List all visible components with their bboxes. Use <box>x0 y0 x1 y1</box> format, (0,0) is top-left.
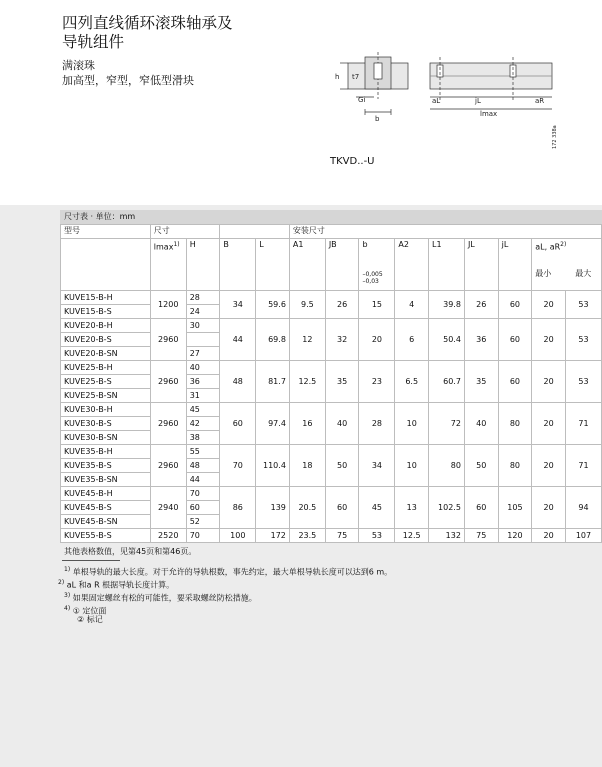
table-cell: 23.5 <box>289 529 325 543</box>
table-cell: KUVE35-B-S <box>61 459 151 473</box>
table-cell: 2520 <box>150 529 186 543</box>
table-row <box>61 529 602 543</box>
table-cell: 45 <box>186 403 220 417</box>
table-cell: 24 <box>186 305 220 319</box>
table-row <box>61 291 602 305</box>
col-b: b –0,005 –0,03 <box>359 239 395 291</box>
table-cell: KUVE30-B-S <box>61 417 151 431</box>
table-cell: 13 <box>395 487 429 529</box>
table-cell: 32 <box>325 319 359 361</box>
table-cell: 12 <box>289 319 325 361</box>
table-cell: KUVE55-B-S <box>61 529 151 543</box>
table-cell: 70 <box>186 487 220 501</box>
table-cell: 35 <box>464 361 498 403</box>
table-cell: 23 <box>359 361 395 403</box>
table-cell: 75 <box>464 529 498 543</box>
table-cell: 38 <box>186 431 220 445</box>
table-cell: 60 <box>464 487 498 529</box>
table-cell: 40 <box>464 403 498 445</box>
table-cell: 139 <box>256 487 290 529</box>
table-cell: 31 <box>186 389 220 403</box>
table-cell: 20 <box>532 445 566 487</box>
table-cell: KUVE25-B-H <box>61 361 151 375</box>
table-cell: 36 <box>186 375 220 389</box>
table-row <box>61 403 602 417</box>
table-cell: 20 <box>532 403 566 445</box>
col-lmax: lmax$^{1)}$ <box>150 239 186 291</box>
table-row <box>61 445 602 459</box>
table-cell: 80 <box>429 445 465 487</box>
table-cell: KUVE15-B-H <box>61 291 151 305</box>
footnote-rule <box>62 560 120 561</box>
table-caption: 尺寸表 · 单位：mm <box>60 210 602 224</box>
table-cell: 60 <box>498 361 532 403</box>
table-cell: 48 <box>186 459 220 473</box>
table-cell: 80 <box>498 403 532 445</box>
table-cell: 94 <box>565 487 601 529</box>
table-cell: 70 <box>220 445 256 487</box>
table-cell: 100 <box>220 529 256 543</box>
table-cell: 50 <box>325 445 359 487</box>
table-cell: 20 <box>532 361 566 403</box>
table-row <box>61 487 602 501</box>
table-cell: 4 <box>395 291 429 319</box>
table-cell: 107 <box>565 529 601 543</box>
subtitle-line-2: 加高型，窄型，窄低型滑块 <box>62 74 194 87</box>
table-column-header <box>61 239 602 291</box>
table-cell: KUVE20-B-SN <box>61 347 151 361</box>
table-cell: 20 <box>532 291 566 319</box>
table-cell: 28 <box>359 403 395 445</box>
table-cell: 2960 <box>150 361 186 403</box>
col-JL: JL <box>464 239 498 291</box>
table-cell: 44 <box>186 473 220 487</box>
col-A1: A1 <box>289 239 325 291</box>
table-cell: 53 <box>359 529 395 543</box>
table-cell: 12.5 <box>395 529 429 543</box>
footnote-2: $^{2)}$ aL 和a R 根据导轨长度计算。 <box>58 579 175 590</box>
table-cell: 71 <box>565 403 601 445</box>
table-cell: 60 <box>498 319 532 361</box>
table-cell: 55 <box>186 445 220 459</box>
model-code: TKVD..-U <box>330 156 375 167</box>
table-cell: 52 <box>186 515 220 529</box>
col-A2: A2 <box>395 239 429 291</box>
table-cell: KUVE25-B-SN <box>61 389 151 403</box>
table-cell: 81.7 <box>256 361 290 403</box>
table-cell: 69.8 <box>256 319 290 361</box>
table-cell: 28 <box>186 291 220 305</box>
table-cell: KUVE30-B-SN <box>61 431 151 445</box>
table-cell: 59.6 <box>256 291 290 319</box>
table-cell: 132 <box>429 529 465 543</box>
table-cell: 16 <box>289 403 325 445</box>
table-cell: 1200 <box>150 291 186 319</box>
table-cell: 20 <box>532 487 566 529</box>
table-cell: 53 <box>565 291 601 319</box>
col-jL: jL <box>498 239 532 291</box>
table-cell: 40 <box>186 361 220 375</box>
table-cell: 12.5 <box>289 361 325 403</box>
table-cell: KUVE45-B-S <box>61 501 151 515</box>
table-cell: 105 <box>498 487 532 529</box>
table-cell: 27 <box>186 347 220 361</box>
table-cell: 20 <box>359 319 395 361</box>
table-cell: 39.8 <box>429 291 465 319</box>
other-sizes-note: 其他表格数值，见第45页和第46页。 <box>64 547 197 556</box>
group-install: 安装尺寸 <box>289 225 601 239</box>
subtitle <box>62 58 194 88</box>
table-cell: 2960 <box>150 319 186 361</box>
label-ar: aR <box>535 97 545 105</box>
table-cell: 70 <box>186 529 220 543</box>
table-cell: 60 <box>498 291 532 319</box>
table-cell: 30 <box>186 319 220 333</box>
table-cell: 26 <box>464 291 498 319</box>
title-line-1: 四列直线循环滚珠轴承及 <box>62 14 233 32</box>
drawing-code: 172 338a <box>552 125 558 149</box>
title-line-2: 导轨组件 <box>62 33 125 51</box>
table-cell: 102.5 <box>429 487 465 529</box>
table-cell: KUVE35-B-H <box>61 445 151 459</box>
table-cell: 60 <box>325 487 359 529</box>
label-b: b <box>375 115 380 123</box>
table-cell: 20 <box>532 319 566 361</box>
col-L: L <box>256 239 290 291</box>
table-cell: 60 <box>186 501 220 515</box>
table-cell: 45 <box>359 487 395 529</box>
table-cell: 60 <box>220 403 256 445</box>
label-h: h <box>335 73 340 81</box>
table-cell <box>186 333 220 347</box>
group-dims: 尺寸 <box>150 225 220 239</box>
table-cell: 34 <box>220 291 256 319</box>
table-cell: 10 <box>395 445 429 487</box>
table-cell: 2940 <box>150 487 186 529</box>
table-row <box>61 361 602 375</box>
table-cell: 42 <box>186 417 220 431</box>
table-cell: 6.5 <box>395 361 429 403</box>
table-cell: 9.5 <box>289 291 325 319</box>
col-aL-aR: aL, $aR^{2)}$ 最小 最大 <box>532 239 602 291</box>
table-cell: 75 <box>325 529 359 543</box>
table-group-header <box>61 225 602 239</box>
table-cell: 26 <box>325 291 359 319</box>
col-L1: L1 <box>429 239 465 291</box>
page-title <box>62 14 233 52</box>
label-gi: Gi <box>358 96 366 104</box>
table-cell: KUVE30-B-H <box>61 403 151 417</box>
label-jl: jL <box>475 97 481 105</box>
footnote-4: $^{4)}$ ① 定位面 <box>64 605 107 616</box>
table-cell: 40 <box>325 403 359 445</box>
table-cell: 72 <box>429 403 465 445</box>
table-row <box>61 319 602 333</box>
table-cell: 2960 <box>150 445 186 487</box>
table-cell: 35 <box>325 361 359 403</box>
table-cell: 20 <box>532 529 566 543</box>
table-cell: KUVE25-B-S <box>61 375 151 389</box>
footnote-3: $^{3)}$ 如果固定螺丝有松的可能性，要采取螺丝防松措施。 <box>64 592 257 603</box>
table-cell: 34 <box>359 445 395 487</box>
table-cell: KUVE45-B-SN <box>61 515 151 529</box>
col-B: B <box>220 239 256 291</box>
label-al: aL <box>432 97 441 105</box>
table-cell: KUVE45-B-H <box>61 487 151 501</box>
technical-drawing <box>330 17 564 153</box>
table-cell: 86 <box>220 487 256 529</box>
table-cell: 48 <box>220 361 256 403</box>
table-cell: 53 <box>565 361 601 403</box>
table-cell: 6 <box>395 319 429 361</box>
col-JB: JB <box>325 239 359 291</box>
label-t7: t7 <box>352 73 360 81</box>
subtitle-line-1: 满滚珠 <box>62 59 95 72</box>
table-cell: 50.4 <box>429 319 465 361</box>
table-cell: 71 <box>565 445 601 487</box>
table-cell: 53 <box>565 319 601 361</box>
col-H: H <box>186 239 220 291</box>
table-cell: 2960 <box>150 403 186 445</box>
table-cell: KUVE20-B-S <box>61 333 151 347</box>
table-cell: KUVE35-B-SN <box>61 473 151 487</box>
dimension-table <box>60 224 602 543</box>
table-cell: KUVE15-B-S <box>61 305 151 319</box>
label-lmax: lmax <box>480 110 498 118</box>
table-cell: 60.7 <box>429 361 465 403</box>
table-cell: 10 <box>395 403 429 445</box>
table-cell: 15 <box>359 291 395 319</box>
table-cell: 80 <box>498 445 532 487</box>
table-cell: 172 <box>256 529 290 543</box>
table-cell: 110.4 <box>256 445 290 487</box>
footnote-4-b: ② 标记 <box>77 615 103 624</box>
table-cell: 50 <box>464 445 498 487</box>
table-cell: 20.5 <box>289 487 325 529</box>
table-cell: 44 <box>220 319 256 361</box>
table-cell: 120 <box>498 529 532 543</box>
footnote-1: $^{1)}$ 单根导轨的最大长度。对于允许的导轨根数，事先约定，最大单根导轨长度可以达到6 m。 <box>64 566 393 577</box>
table-cell: 18 <box>289 445 325 487</box>
table-cell: 97.4 <box>256 403 290 445</box>
table-cell: KUVE20-B-H <box>61 319 151 333</box>
col-model: 型号 <box>61 225 151 239</box>
table-cell: 36 <box>464 319 498 361</box>
